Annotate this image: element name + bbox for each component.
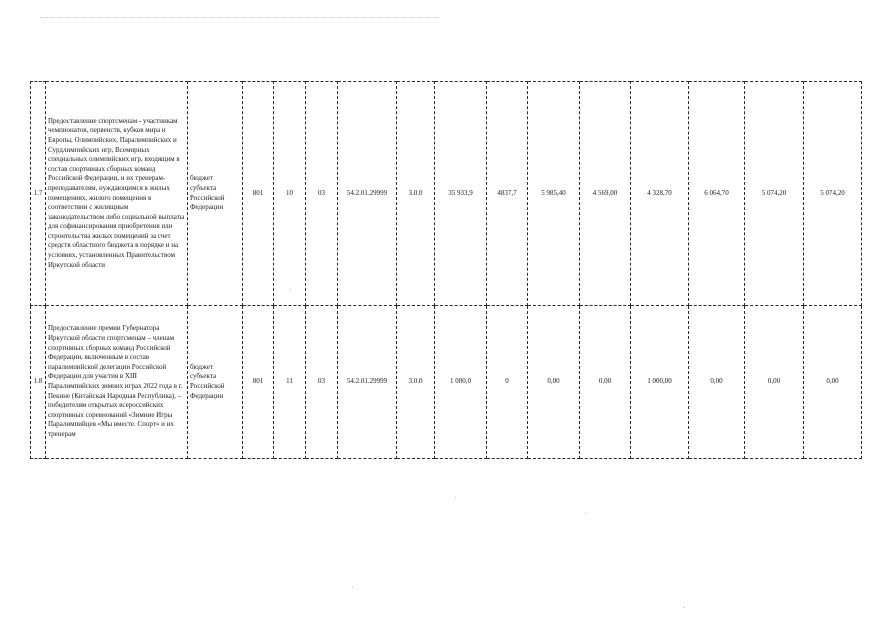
csr-code: 54.2.01.29999 bbox=[338, 306, 397, 459]
grbs-code: 801 bbox=[243, 82, 274, 306]
budget-table bbox=[30, 81, 862, 459]
amount-total: 35 933,9 bbox=[435, 82, 487, 306]
table-row bbox=[31, 82, 862, 306]
amount-year: 6 064,70 bbox=[689, 82, 745, 306]
amount-year: 5 074,20 bbox=[804, 82, 862, 306]
pr-code: 03 bbox=[306, 82, 338, 306]
grbs-code: 801 bbox=[243, 306, 274, 459]
header-rule bbox=[40, 17, 440, 18]
amount-year: 0,00 bbox=[689, 306, 745, 459]
vr-code: 3.0.0 bbox=[397, 306, 435, 459]
rz-code: 11 bbox=[274, 306, 306, 459]
amount-year: 4 569,00 bbox=[580, 82, 631, 306]
measure-description: Предоставление спортсменам - участникам чемпионатов, первенств, кубков мира и Европы, Олимпийских, Паралимпийских и Сурдлимпийских игр, Всемирных специальных олимпийских игр, входящим в состав спортивных сборных команд Российской Федерации, и их тренерам-преподавателям, нуждающимся в жилых помещениях, жилого помещения в соответствии с жилищным законодательством либо социальной выплаты для софинансирования приобретения или строительства жилых помещений за счет средств областного бюджета в порядке и на условиях, установленных Правительством Иркутской области bbox=[46, 82, 188, 306]
funding-source: бюджет субъекта Российской Федерации bbox=[188, 306, 243, 459]
amount-total: 1 000,0 bbox=[435, 306, 487, 459]
amount-year: 4 328,70 bbox=[631, 82, 689, 306]
amount-year: 0,00 bbox=[804, 306, 862, 459]
amount-year: 0,00 bbox=[745, 306, 804, 459]
amount-year: 0,00 bbox=[528, 306, 580, 459]
rz-code: 10 bbox=[274, 82, 306, 306]
amount-year: 5 985,40 bbox=[528, 82, 580, 306]
amount-year: 4837,7 bbox=[487, 82, 528, 306]
amount-year: 0 bbox=[487, 306, 528, 459]
amount-year: 5 074,20 bbox=[745, 82, 804, 306]
vr-code: 3.0.0 bbox=[397, 82, 435, 306]
amount-year: 1 000,00 bbox=[631, 306, 689, 459]
row-number: 1.8 bbox=[31, 306, 46, 459]
measure-description: Предоставление премии Губернатора Иркутской области спортсменам – членам спортивных сборных команд Российской Федерации, включенным в состав паралимпийской делегации Российской Федерации для участия в XIII Паралимпийских зимних играх 2022 года в г. Пекине (Китайская Народная Республика), – победителям открытых всероссийских спортивных соревнований «Зимние Игры Паралимпийцев «Мы вместе. Спорт» и их тренерам bbox=[46, 306, 188, 459]
table-row bbox=[31, 306, 862, 459]
funding-source: бюджет субъекта Российской Федерации bbox=[188, 82, 243, 306]
csr-code: 54.2.01.29999 bbox=[338, 82, 397, 306]
amount-year: 0,00 bbox=[580, 306, 631, 459]
row-number: 1.7 bbox=[31, 82, 46, 306]
pr-code: 03 bbox=[306, 306, 338, 459]
